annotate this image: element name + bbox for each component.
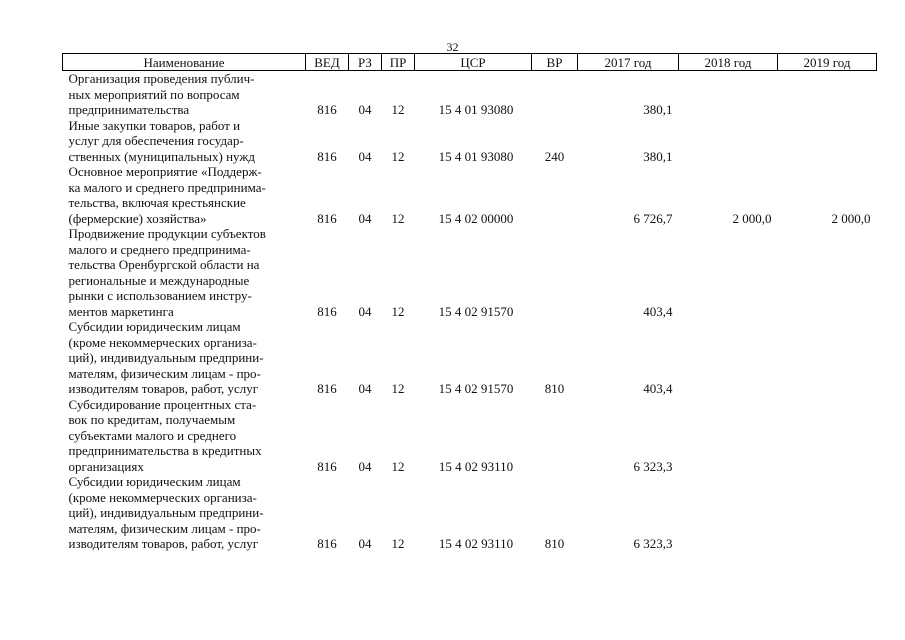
row-2017: 6 323,3	[633, 536, 673, 551]
row-csr: 15 4 01 93080	[438, 102, 514, 117]
row-2019	[778, 71, 877, 118]
table-row	[63, 164, 877, 226]
row-csr: 15 4 02 91570	[438, 303, 514, 319]
row-pr: 12	[391, 381, 405, 396]
row-2017: 380,1	[643, 148, 673, 164]
row-2019	[778, 226, 877, 319]
row-2019	[778, 319, 877, 397]
row-2019: 2 000,0	[831, 210, 871, 226]
row-pr: 12	[391, 458, 405, 474]
row-name: Субсидирование процентных ста- вок по кредитам, получаемым субъектами малого и среднего предпринимательства в кредитных организациях	[68, 396, 262, 474]
row-2018	[679, 319, 778, 397]
row-vr: 240	[544, 148, 565, 164]
row-pr: 12	[391, 536, 405, 551]
row-name: Организация проведения публич- ных мероприятий по вопросам предпринимательства	[68, 71, 255, 117]
row-2017: 403,4	[643, 303, 673, 319]
row-2017: 6 726,7	[633, 210, 673, 226]
header-rz: РЗ	[349, 54, 382, 71]
page-number: 32	[446, 40, 459, 54]
header-ved: ВЕД	[306, 54, 349, 71]
row-ved: 816	[317, 536, 337, 551]
row-name: Основное мероприятие «Поддерж- ка малого и среднего предпринима- тельства, включая крестьянские (фермерские) хозяйства»	[68, 164, 266, 226]
row-2019	[778, 118, 877, 165]
header-vr: ВР	[532, 54, 578, 71]
row-ved: 816	[317, 102, 337, 117]
row-rz: 04	[358, 536, 372, 551]
header-2018: 2018 год	[679, 54, 778, 71]
row-2018	[679, 397, 778, 475]
header-2017: 2017 год	[578, 54, 679, 71]
table-row	[63, 118, 877, 165]
row-2017: 380,1	[643, 102, 673, 117]
table-row	[63, 71, 877, 118]
row-2018	[679, 71, 778, 118]
row-rz: 04	[358, 102, 372, 117]
row-pr: 12	[391, 148, 405, 164]
budget-table	[62, 53, 877, 552]
row-2018: 2 000,0	[732, 210, 772, 226]
row-vr: 810	[544, 536, 565, 551]
header-2019: 2019 год	[778, 54, 877, 71]
row-vr	[532, 71, 578, 118]
row-csr: 15 4 02 00000	[438, 210, 514, 226]
table-row	[63, 474, 877, 552]
row-pr: 12	[391, 102, 405, 117]
row-csr: 15 4 02 91570	[438, 381, 514, 396]
row-vr	[532, 164, 578, 226]
table-row	[63, 397, 877, 475]
row-ved: 816	[317, 210, 337, 226]
row-rz: 04	[358, 458, 372, 474]
row-vr	[532, 226, 578, 319]
header-row	[63, 54, 877, 71]
row-rz: 04	[358, 303, 372, 319]
row-rz: 04	[358, 148, 372, 164]
row-2018	[679, 118, 778, 165]
table-row	[63, 319, 877, 397]
table-row	[63, 226, 877, 319]
table-header	[63, 54, 877, 71]
row-csr: 15 4 02 93110	[438, 536, 514, 551]
row-pr: 12	[391, 210, 405, 226]
header-csr: ЦСР	[415, 54, 532, 71]
row-ved: 816	[317, 381, 337, 396]
table-body	[63, 71, 877, 552]
row-rz: 04	[358, 210, 372, 226]
row-2017: 403,4	[643, 381, 673, 396]
row-vr	[532, 397, 578, 475]
row-csr: 15 4 01 93080	[438, 148, 514, 164]
row-ved: 816	[317, 458, 337, 474]
row-name: Субсидии юридическим лицам (кроме некоммерческих организа- ций), индивидуальным предприни- мателям, физическим лицам - про- изводителям товаров, работ, услуг	[68, 319, 264, 396]
row-rz: 04	[358, 381, 372, 396]
row-name: Продвижение продукции субъектов малого и среднего предпринима- тельства Оренбургской области на региональные и международные рынки с использованием инстру- ментов маркетинга	[68, 226, 266, 319]
row-2018	[679, 226, 778, 319]
header-name: Наименование	[63, 54, 306, 71]
header-pr: ПР	[382, 54, 415, 71]
row-name: Субсидии юридическим лицам (кроме некоммерческих организа- ций), индивидуальным предприни- мателям, физическим лицам - про- изводителям товаров, работ, услуг	[68, 474, 264, 551]
row-2019	[778, 474, 877, 552]
row-2017: 6 323,3	[633, 458, 673, 474]
row-2019	[778, 397, 877, 475]
row-csr: 15 4 02 93110	[438, 458, 514, 474]
row-ved: 816	[317, 148, 337, 164]
row-vr: 810	[544, 381, 565, 396]
row-2018	[679, 474, 778, 552]
row-ved: 816	[317, 303, 337, 319]
row-pr: 12	[391, 303, 405, 319]
row-name: Иные закупки товаров, работ и услуг для обеспечения государ- ственных (муниципальных) нужд	[68, 117, 255, 164]
